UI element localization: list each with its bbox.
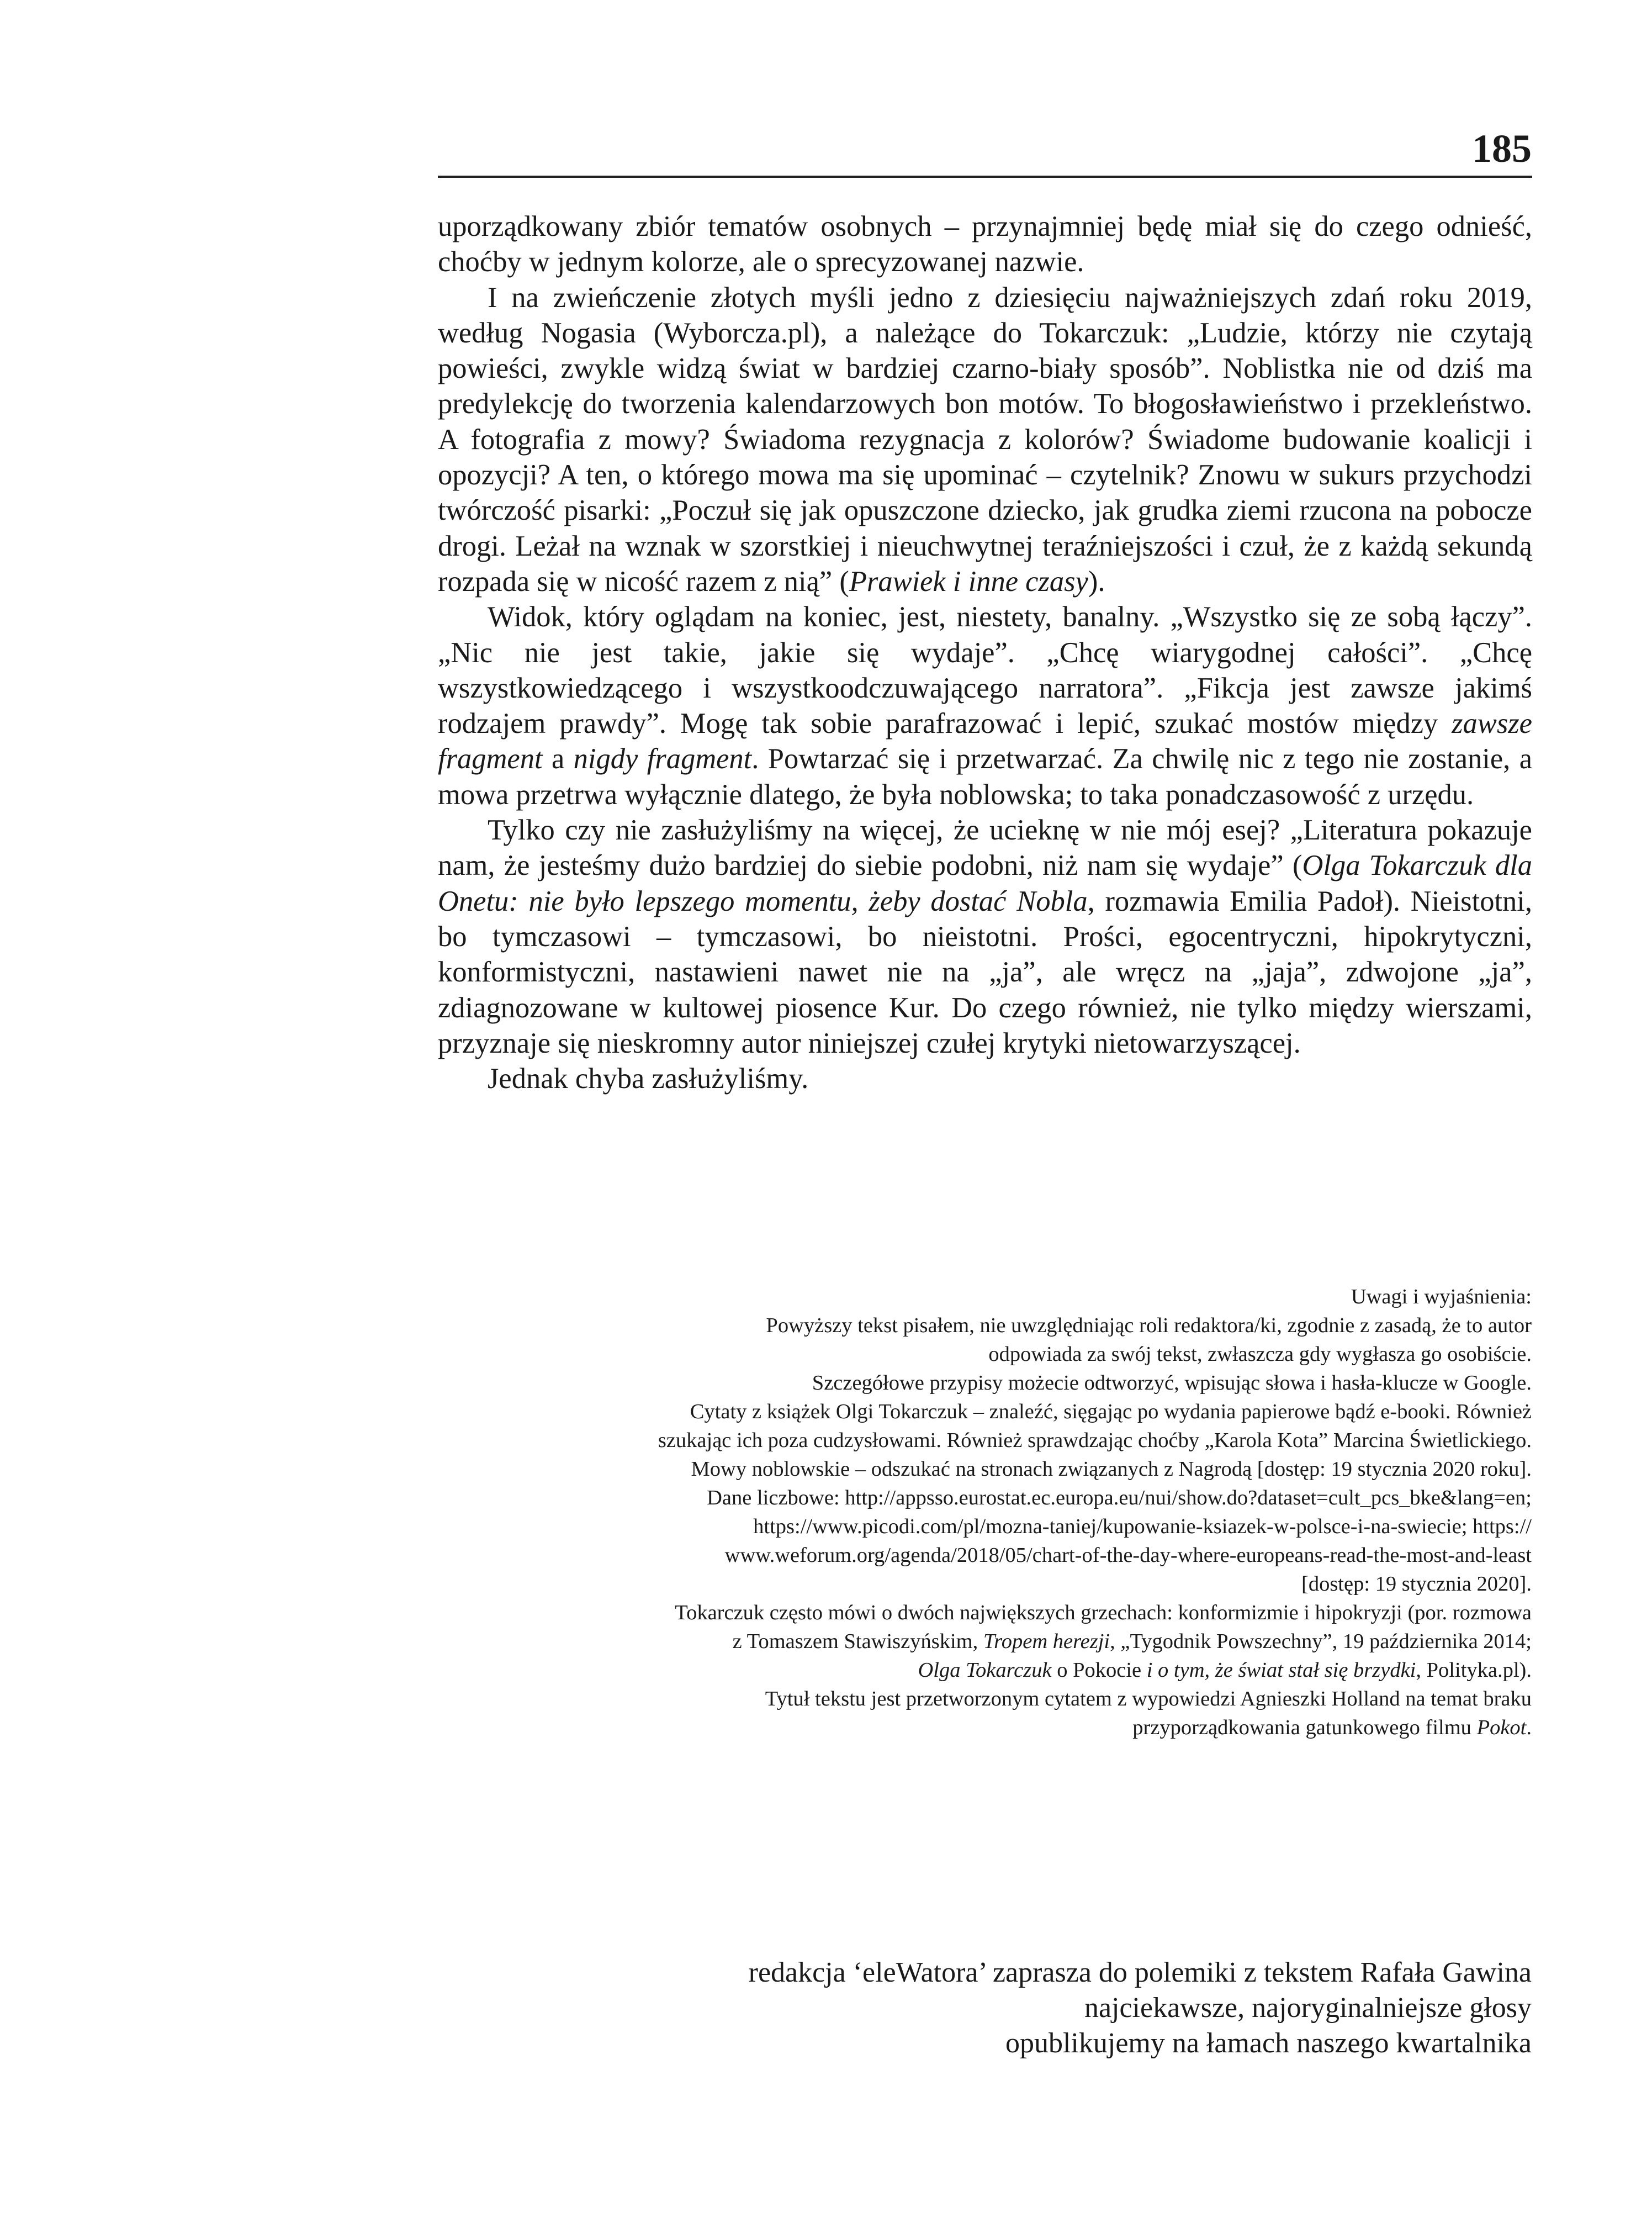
note-line: Szczegółowe przypisy możecie odtworzyć, wpisując słowa i hasła-klucze w Google.	[812, 1371, 1532, 1395]
paragraph	[438, 812, 1532, 1061]
paragraph	[438, 1061, 1532, 1096]
italic-phrase: zawsze fragment	[438, 707, 1532, 775]
paragraph	[438, 280, 1532, 600]
notes-heading: Uwagi i wyjaśnienia:	[1351, 1285, 1532, 1308]
page-number: 185	[1472, 126, 1532, 171]
paragraph-text: uporządkowany zbiór tematów osobnych – przynajmniej będę miał się do czego odnieść, choćby w jednym kolorze, ale o sprecyzowanej nazwie.	[438, 210, 1532, 278]
note-line: www.weforum.org/agenda/2018/05/chart-of-the-day-where-europeans-read-the-most-and-least	[724, 1544, 1532, 1567]
closing-line: najciekawsze, najoryginalniejsze głosy	[1084, 1992, 1532, 2024]
note-line: z Tomaszem Stawiszyńskim, Tropem herezji, „Tygodnik Powszechny”, 19 października 2014;	[732, 1630, 1532, 1653]
note-line: Cytaty z książek Olgi Tokarczuk – znaleźć, sięgając po wydania papierowe bądź e-booki. Również	[690, 1400, 1532, 1423]
note-line: https://www.picodi.com/pl/mozna-taniej/kupowanie-ksiazek-w-polsce-i-na-swiecie; https://	[753, 1515, 1532, 1538]
book-title: Prawiek i inne czasy	[849, 565, 1088, 598]
note-line: Tokarczuk często mówi o dwóch największych grzechach: konformizmie i hipokryzji (por. rozmowa	[675, 1601, 1532, 1624]
note-line: Tytuł tekstu jest przetworzonym cytatem z wypowiedzi Agnieszki Holland na temat braku	[765, 1687, 1532, 1710]
note-line: odpowiada za swój tekst, zwłaszcza gdy wygłasza go osobiście.	[988, 1343, 1532, 1366]
note-line: Powyższy tekst pisałem, nie uwzględniając roli redaktora/ki, zgodnie z zasadą, że to autor	[766, 1314, 1532, 1337]
paragraph-text: Tylko czy nie zasłużyliśmy na więcej, że ucieknę w nie mój esej? „Literatura pokazuje nam, że jesteśmy dużo bardziej do siebie podobni, niż nam się wydaje” (	[438, 814, 1532, 882]
paragraph	[438, 209, 1532, 280]
article-title: Olga Tokarczuk dla Onetu: nie było lepszego momentu, żeby dostać Nobla	[438, 849, 1533, 917]
closing-invitation	[749, 1955, 1532, 2061]
paragraph-text: ).	[1088, 565, 1105, 598]
note-line: Olga Tokarczuk o Pokocie i o tym, że świat stał się brzydki, Polityka.pl).	[918, 1659, 1532, 1682]
paragraph-text: I na zwieńczenie złotych myśli jedno z dziesięciu najważniejszych zdań roku 2019, według Nogasia (Wyborcza.pl), a należące do Tokarczuk: „Ludzie, którzy nie czytają powieści, zwykle widzą świat w bardziej czarno-biały sposób”. Noblistka nie od dziś ma predylekcję do tworzenia kalendarzowych bon motów. To błogosławieństwo i przekleństwo. A fotografia z mowy? Świadoma rezygnacja z kolorów? Świadome budowanie koalicji i opozycji? A ten, o którego mowa ma się upominać – czytelnik? Znowu w sukurs przychodzi twórczość pisarki: „Poczuł się jak opuszczone dziecko, jak grudka ziemi rzucona na pobocze drogi. Leżał na wznak w szorstkiej i nieuchwytnej teraźniejszości i czuł, że z każdą sekundą rozpada się w nicość razem z nią” (	[438, 281, 1532, 598]
paragraph-text: , rozmawia Emilia Padoł). Nieistotni, bo tymczasowi – tymczasowi, bo nieistotni. Prości, egocentryczni, hipokrytyczni, konformistyczni, nastawieni nawet nie na „ja”, ale wręcz na „jaja”, zdwojone „ja”, zdiagnozowane w kultowej piosence Kur. Do czego również, nie tylko między wierszami, przyznaje się nieskromny autor niniejszej czułej krytyki nietowarzyszącej.	[438, 885, 1532, 1059]
paragraph-text: Jednak chyba zasłużyliśmy.	[488, 1063, 809, 1095]
paragraph	[438, 599, 1532, 812]
paragraph-text: Widok, który oglądam na koniec, jest, niestety, banalny. „Wszystko się ze sobą łączy”. „Nic nie jest takie, jakie się wydaje”. „Chcę wiarygodnej całości”. „Chcę wszystkowiedzącego i wszystkoodczuwającego narratora”. „Fikcja jest zawsze jakimś rodzajem prawdy”. Mogę tak sobie parafrazować i lepić, szukać mostów między	[438, 601, 1532, 740]
header-rule	[438, 176, 1532, 178]
note-line: Dane liczbowe: http://appsso.eurostat.ec.europa.eu/nui/show.do?dataset=cult_pcs_bke&lang=en;	[707, 1486, 1532, 1509]
italic-phrase: nigdy fragment	[573, 743, 752, 775]
closing-line: opublikujemy na łamach naszego kwartalnika	[1005, 2027, 1532, 2059]
note-line: [dostęp: 19 stycznia 2020].	[1301, 1572, 1532, 1596]
notes-section	[437, 1282, 1532, 1742]
note-line: przyporządkowania gatunkowego filmu Pokot.	[1132, 1716, 1532, 1739]
note-line: szukając ich poza cudzysłowami. Również sprawdzając choćby „Karola Kota” Marcina Świetlickiego.	[658, 1429, 1532, 1452]
note-line: Mowy noblowskie – odszukać na stronach związanych z Nagrodą [dostęp: 19 stycznia 2020 roku].	[691, 1457, 1532, 1481]
essay-body	[438, 209, 1532, 1096]
closing-line: redakcja ‘eleWatora’ zaprasza do polemiki z tekstem Rafała Gawina	[748, 1957, 1532, 1988]
paragraph-text: a	[542, 743, 574, 775]
paragraph-text: . Powtarzać się i przetwarzać. Za chwilę nic z tego nie zostanie, a mowa przetrwa wyłącznie dlatego, że była noblowska; to taka ponadczasowość z urzędu.	[438, 743, 1532, 811]
